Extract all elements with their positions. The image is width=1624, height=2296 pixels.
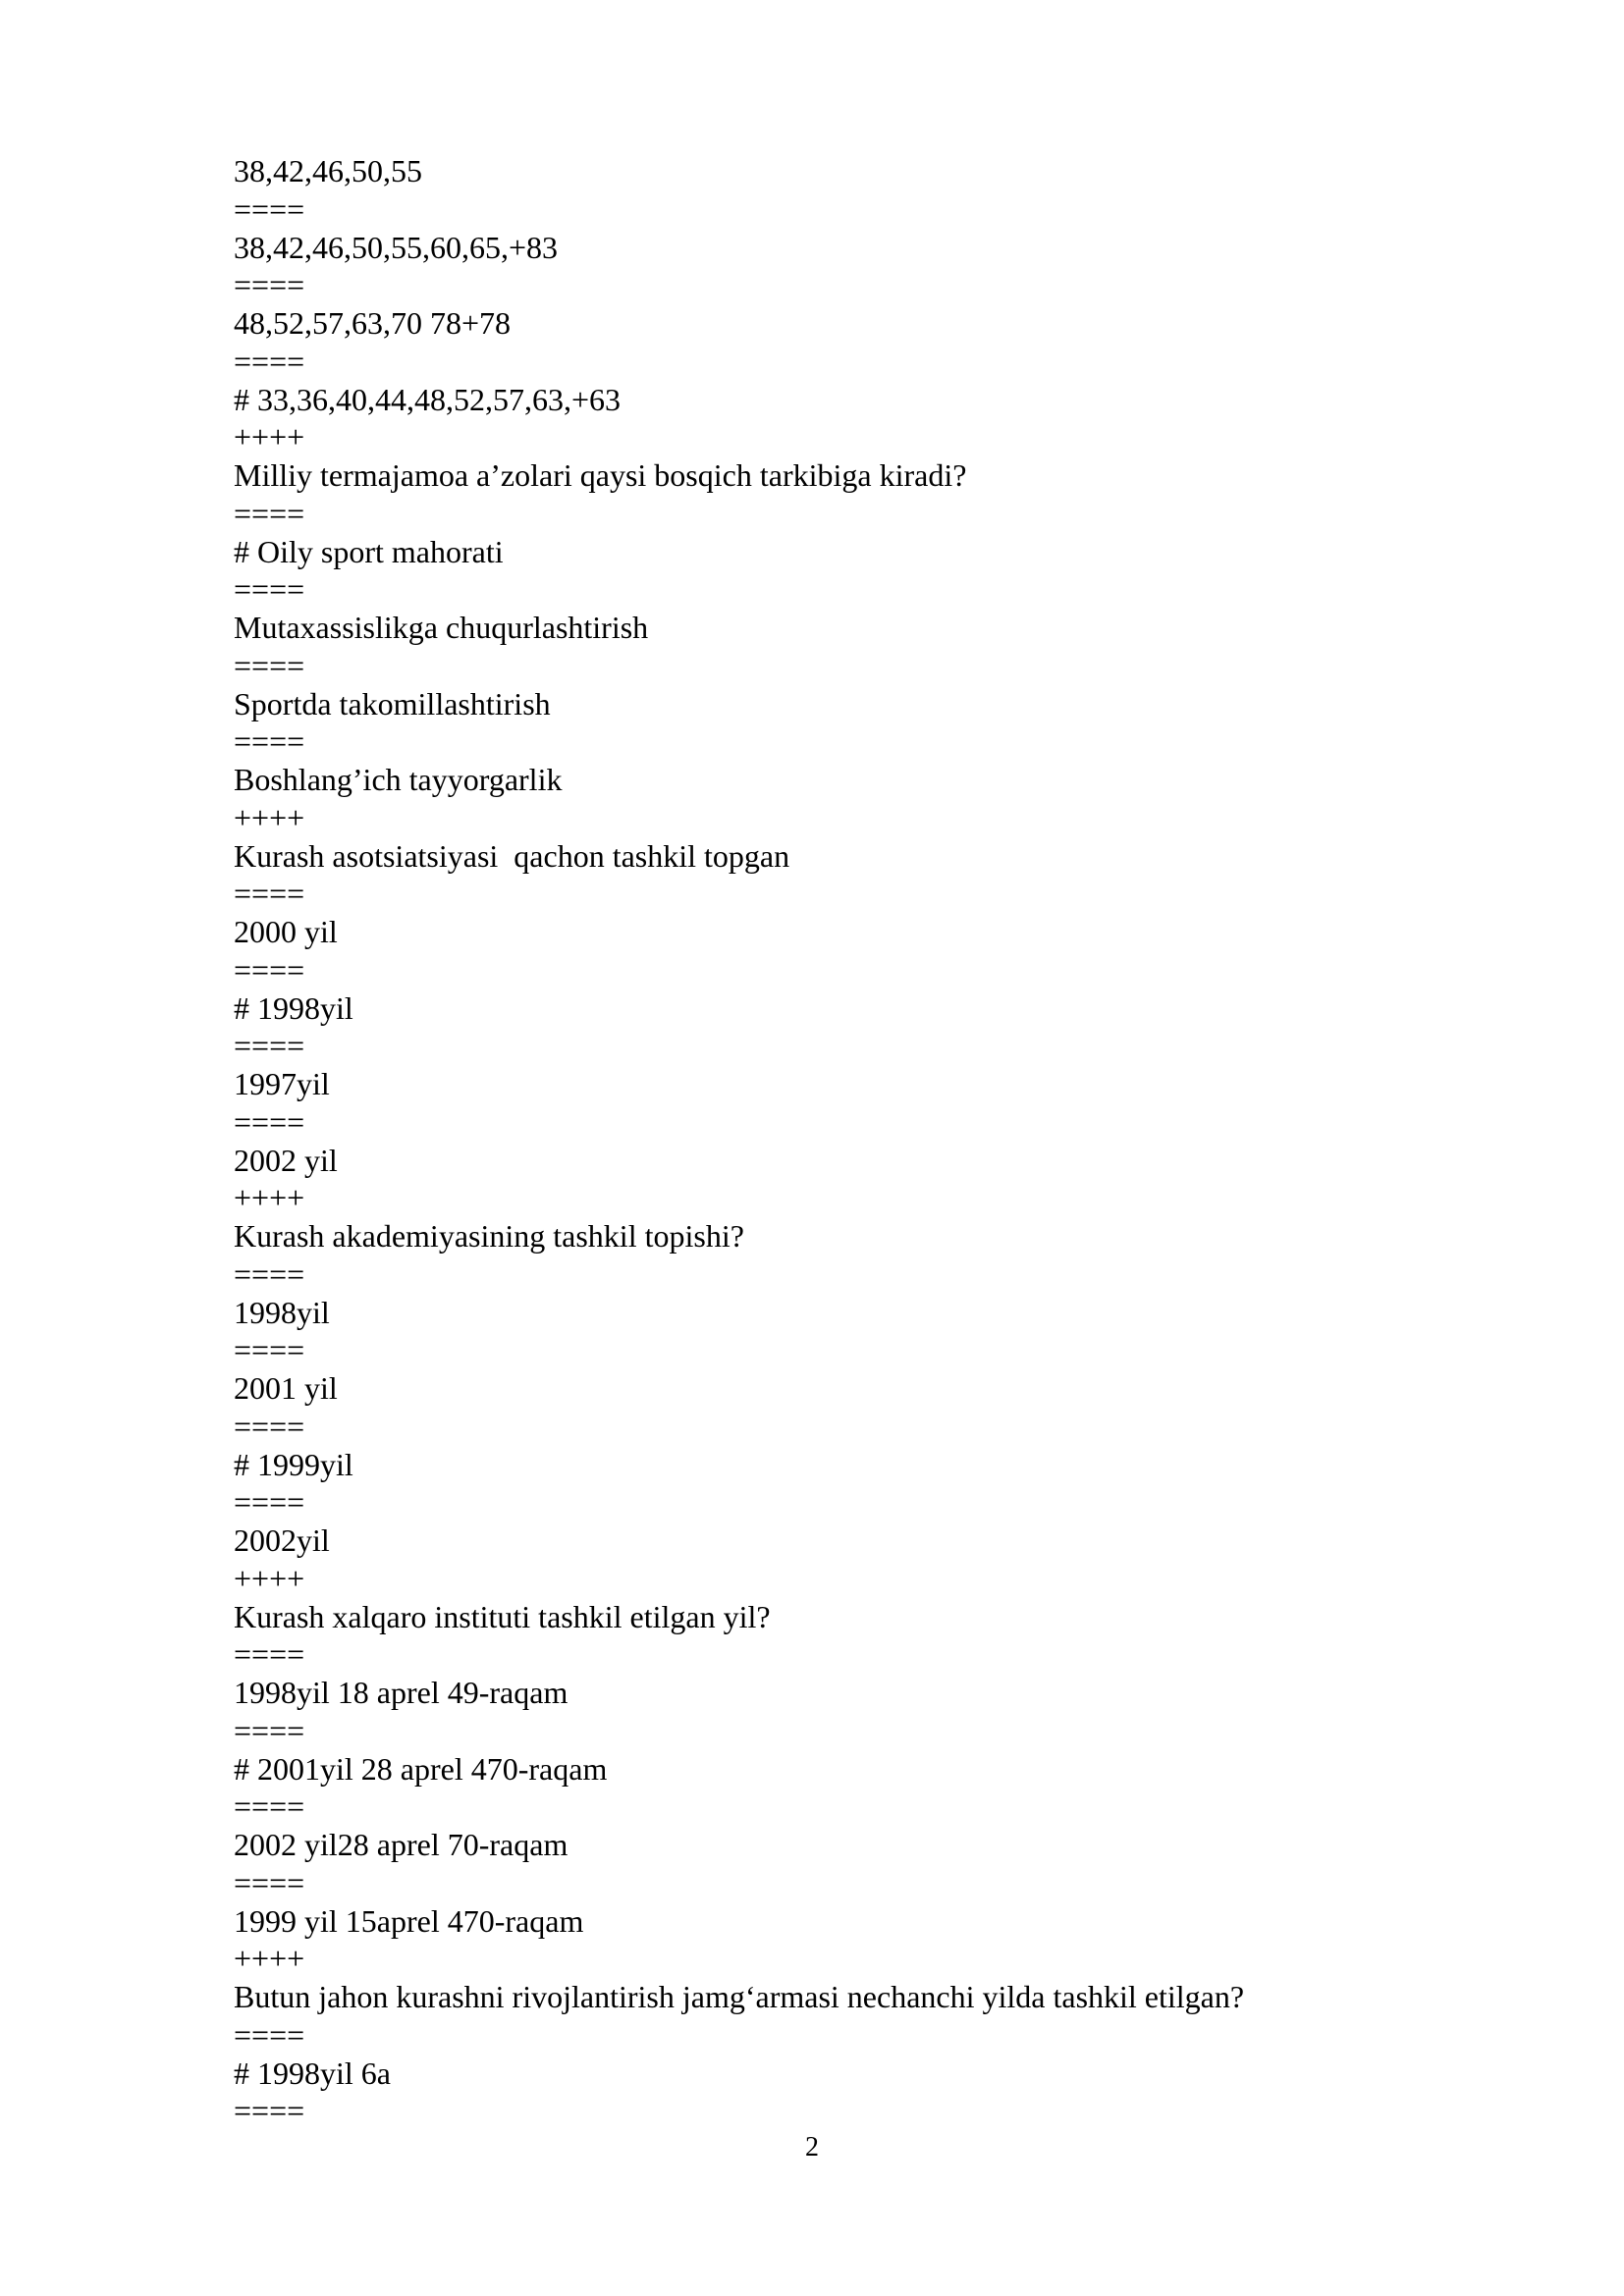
separator-line: ====	[234, 1255, 305, 1292]
text-line: Sportda takomillashtirish	[234, 685, 551, 721]
separator-line: ====	[234, 190, 305, 227]
text-line: 2002 yil	[234, 1142, 338, 1178]
separator-line: ====	[234, 1864, 305, 1900]
question-line: Milliy termajamoa a’zolari qaysi bosqich tarkibiga kiradi?	[234, 457, 967, 493]
text-line: Boshlang’ich tayyorgarlik	[234, 762, 563, 797]
question-separator: ++++	[234, 1941, 305, 1977]
separator-line: ====	[234, 267, 305, 303]
text-line: 2002yil	[234, 1522, 330, 1558]
answer-line: # 2001yil 28 aprel 470-raqam	[234, 1750, 608, 1787]
text-line: Mutaxassislikga chuqurlashtirish	[234, 610, 649, 645]
separator-line: ====	[234, 1408, 305, 1444]
separator-line: ====	[234, 571, 305, 608]
text-line: 1997yil	[234, 1066, 330, 1101]
text-line: 1998yil 18 aprel 49-raqam	[234, 1675, 568, 1710]
text-line: 48,52,57,63,70 78+78	[234, 305, 512, 341]
answer-line: # 1998yil	[234, 989, 353, 1026]
separator-line: ====	[234, 876, 305, 912]
text-line: 2001 yil	[234, 1370, 338, 1406]
separator-line: ====	[234, 343, 305, 379]
text-line: 2000 yil	[234, 914, 338, 949]
text-line: 1998yil	[234, 1294, 330, 1330]
question-line: Kurash asotsiatsiyasi qachon tashkil topgan	[234, 837, 790, 874]
question-separator: ++++	[234, 799, 305, 835]
question-line: Kurash xalqaro instituti tashkil etilgan yil?	[234, 1598, 771, 1634]
separator-line: ====	[234, 495, 305, 531]
separator-line: ====	[234, 951, 305, 988]
separator-line: ====	[234, 1028, 305, 1064]
question-line: Butun jahon kurashni rivojlantirish jamg‘armasi nechanchi yilda tashkil etilgan?	[234, 1979, 1245, 2014]
separator-line: ====	[234, 647, 305, 683]
separator-line: ====	[234, 1332, 305, 1368]
answer-line: # 33,36,40,44,48,52,57,63,+63	[234, 381, 622, 417]
question-separator: ++++	[234, 1560, 305, 1596]
separator-line: ====	[234, 723, 305, 760]
separator-line: ====	[234, 2016, 305, 2053]
text-line: 2002 yil28 aprel 70-raqam	[234, 1827, 568, 1862]
separator-line: ====	[234, 1103, 305, 1140]
separator-line: ====	[234, 1636, 305, 1673]
text-line: 38,42,46,50,55,60,65,+83	[234, 229, 559, 265]
separator-line: ====	[234, 2093, 305, 2129]
text-line: 1999 yil 15aprel 470-raqam	[234, 1902, 584, 1939]
separator-line: ====	[234, 1789, 305, 1825]
separator-line: ====	[234, 1484, 305, 1521]
document-body	[234, 152, 1412, 2130]
question-separator: ++++	[234, 1180, 305, 1216]
answer-line: # 1999yil	[234, 1446, 353, 1482]
answer-line: # Oily sport mahorati	[234, 533, 504, 569]
question-separator: ++++	[234, 419, 305, 455]
answer-line: # 1998yil 6a	[234, 2055, 391, 2091]
question-line: Kurash akademiyasining tashkil topishi?	[234, 1218, 744, 1254]
page-number: 2	[805, 2132, 819, 2163]
text-line: 38,42,46,50,55	[234, 153, 422, 188]
separator-line: ====	[234, 1712, 305, 1748]
